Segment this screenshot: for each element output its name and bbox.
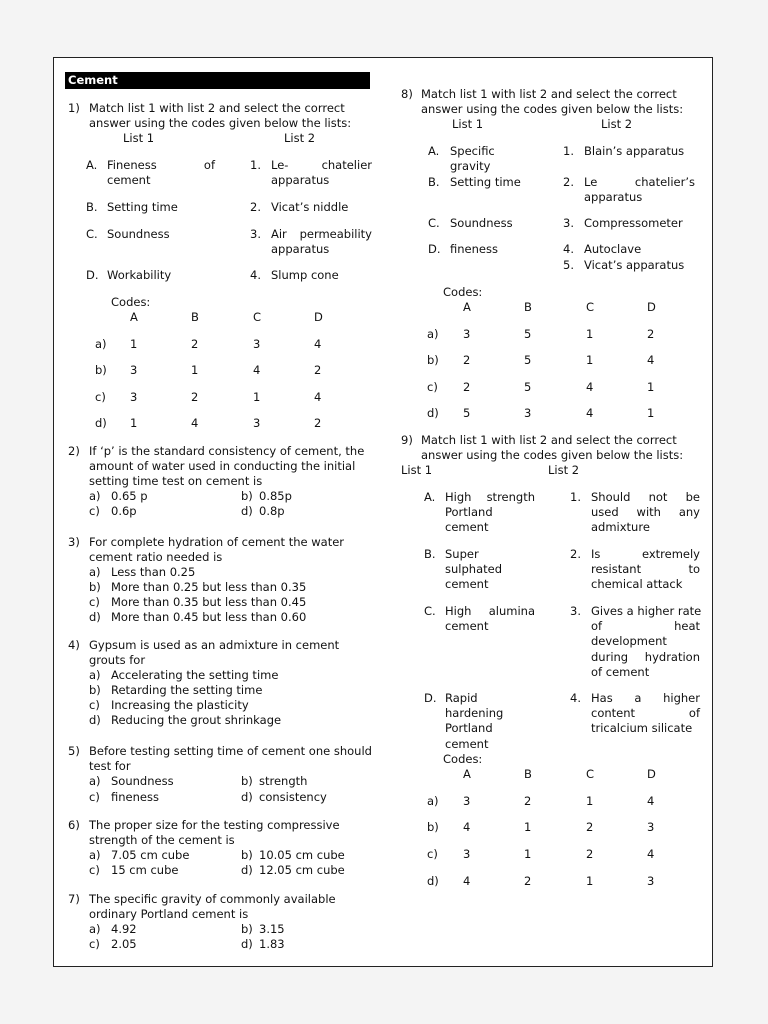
q9-list2-header: List 2 bbox=[548, 463, 580, 477]
q9-n1-mark: 1. bbox=[570, 490, 581, 504]
section-title: Cement bbox=[68, 73, 118, 87]
q1-B-text: Setting time bbox=[107, 200, 178, 214]
q1-cell: 2 bbox=[314, 416, 322, 430]
q8-n5-text: Vicat’s apparatus bbox=[584, 258, 685, 272]
q2-opt-d: 0.8p bbox=[259, 504, 285, 518]
q9-list1-header: List 1 bbox=[401, 463, 433, 477]
q9-cell: 1 bbox=[524, 847, 532, 861]
q9-col-C: C bbox=[586, 767, 595, 781]
q9-n4-line-3: tricalcium silicate bbox=[591, 721, 693, 735]
q9-D-line-3: Portland bbox=[445, 721, 493, 735]
q8-col-B: B bbox=[524, 300, 532, 314]
q9-n2-line-2: resistant to bbox=[591, 562, 700, 576]
q8-cell: 4 bbox=[586, 406, 594, 420]
q1-cell: 4 bbox=[253, 363, 261, 377]
q2-opt-c-mark: c) bbox=[89, 504, 100, 518]
q7-number: 7) bbox=[68, 892, 80, 906]
q1-cell: 2 bbox=[191, 390, 199, 404]
q8-C-mark: C. bbox=[428, 216, 440, 230]
q3-number: 3) bbox=[68, 535, 80, 549]
q1-C-mark: C. bbox=[86, 227, 98, 241]
q1-cell: 1 bbox=[130, 337, 138, 351]
q1-n3-line-2: apparatus bbox=[271, 242, 330, 256]
q5-line-2: test for bbox=[89, 759, 131, 773]
q4-opt-b: Retarding the setting time bbox=[111, 683, 263, 697]
q8-cell: 5 bbox=[524, 353, 532, 367]
q8-cell: 1 bbox=[586, 327, 594, 341]
q7-opt-c: 2.05 bbox=[111, 937, 137, 951]
q9-cell: 4 bbox=[647, 794, 655, 808]
q9-cell: 2 bbox=[586, 820, 594, 834]
q9-A-line-2: Portland bbox=[445, 505, 493, 519]
q8-cell: 4 bbox=[647, 353, 655, 367]
q1-cell: 3 bbox=[253, 416, 261, 430]
q1-n4-text: Slump cone bbox=[271, 268, 339, 282]
q2-opt-d-mark: d) bbox=[241, 504, 253, 518]
q4-line-2: grouts for bbox=[89, 653, 146, 667]
q3-opt-d: More than 0.45 but less than 0.60 bbox=[111, 610, 307, 624]
q9-row-b-opt: b) bbox=[427, 820, 439, 834]
q9-cell: 2 bbox=[524, 794, 532, 808]
q5-opt-c-mark: c) bbox=[89, 790, 100, 804]
q3-opt-a-mark: a) bbox=[89, 565, 101, 579]
q8-n3-text: Compressometer bbox=[584, 216, 683, 230]
q8-cell: 4 bbox=[586, 380, 594, 394]
q8-codes-label: Codes: bbox=[443, 285, 483, 299]
q4-opt-c: Increasing the plasticity bbox=[111, 698, 249, 712]
q9-n4-mark: 4. bbox=[570, 691, 581, 705]
q8-D-mark: D. bbox=[428, 242, 441, 256]
q3-opt-b: More than 0.25 but less than 0.35 bbox=[111, 580, 307, 594]
q1-row-a-opt: a) bbox=[95, 337, 107, 351]
section-header bbox=[65, 72, 370, 89]
q2-opt-b: 0.85p bbox=[259, 489, 292, 503]
q9-n3-line-2: of heat bbox=[591, 619, 700, 633]
q8-list1-header: List 1 bbox=[452, 117, 484, 131]
q9-cell: 1 bbox=[586, 794, 594, 808]
q5-line-1: Before testing setting time of cement one should bbox=[89, 744, 372, 758]
q9-cell: 3 bbox=[463, 847, 471, 861]
q8-n1-text: Blain’s apparatus bbox=[584, 144, 685, 158]
q6-number: 6) bbox=[68, 818, 80, 832]
q9-col-A: A bbox=[463, 767, 471, 781]
q3-opt-b-mark: b) bbox=[89, 580, 101, 594]
q9-C-line-2: cement bbox=[445, 619, 489, 633]
q8-col-C: C bbox=[586, 300, 595, 314]
q9-A-line-3: cement bbox=[445, 520, 489, 534]
q7-opt-d-mark: d) bbox=[241, 937, 253, 951]
q8-cell: 5 bbox=[463, 406, 471, 420]
q8-cell: 1 bbox=[647, 380, 655, 394]
q2-line-1: If ‘p’ is the standard consistency of cement, the bbox=[89, 444, 365, 458]
q9-cell: 3 bbox=[647, 820, 655, 834]
q9-A-line-1: High strength bbox=[445, 490, 535, 504]
q1-n1-line-2: apparatus bbox=[271, 173, 330, 187]
q5-opt-a-mark: a) bbox=[89, 774, 101, 788]
q8-A-mark: A. bbox=[428, 144, 440, 158]
q1-n4-mark: 4. bbox=[250, 268, 261, 282]
q1-line-1: Match list 1 with list 2 and select the correct bbox=[89, 101, 345, 115]
q8-D-text: fineness bbox=[450, 242, 498, 256]
q1-cell: 1 bbox=[253, 390, 261, 404]
q8-cell: 1 bbox=[586, 353, 594, 367]
q5-opt-a: Soundness bbox=[111, 774, 174, 788]
q8-B-text: Setting time bbox=[450, 175, 521, 189]
q9-B-line-3: cement bbox=[445, 577, 489, 591]
q1-cell: 1 bbox=[191, 363, 199, 377]
q9-B-line-2: sulphated bbox=[445, 562, 502, 576]
q7-line-1: The specific gravity of commonly available bbox=[89, 892, 336, 906]
q9-D-mark: D. bbox=[424, 691, 437, 705]
q1-cell: 2 bbox=[314, 363, 322, 377]
q9-cell: 1 bbox=[586, 874, 594, 888]
q3-line-2: cement ratio needed is bbox=[89, 550, 223, 564]
q7-opt-d: 1.83 bbox=[259, 937, 285, 951]
q4-opt-c-mark: c) bbox=[89, 698, 100, 712]
q9-n2-line-3: chemical attack bbox=[591, 577, 683, 591]
q8-line-1: Match list 1 with list 2 and select the correct bbox=[421, 87, 677, 101]
q9-cell: 4 bbox=[463, 820, 471, 834]
q9-D-line-2: hardening bbox=[445, 706, 504, 720]
q9-row-d-opt: d) bbox=[427, 874, 439, 888]
q9-n3-line-5: of cement bbox=[591, 665, 650, 679]
q3-opt-c: More than 0.35 but less than 0.45 bbox=[111, 595, 307, 609]
q9-n3-line-4: during hydration bbox=[591, 650, 700, 664]
q4-opt-a: Accelerating the setting time bbox=[111, 668, 279, 682]
q1-row-b-opt: b) bbox=[95, 363, 107, 377]
q9-line-1: Match list 1 with list 2 and select the correct bbox=[421, 433, 677, 447]
q7-opt-a-mark: a) bbox=[89, 922, 101, 936]
q2-opt-a-mark: a) bbox=[89, 489, 101, 503]
q8-A-line-1: Specific bbox=[450, 144, 495, 158]
q8-cell: 2 bbox=[463, 380, 471, 394]
q3-line-1: For complete hydration of cement the water bbox=[89, 535, 345, 549]
q1-B-mark: B. bbox=[86, 200, 98, 214]
q8-n5-mark: 5. bbox=[563, 258, 574, 272]
q8-cell: 3 bbox=[524, 406, 532, 420]
q4-opt-d: Reducing the grout shrinkage bbox=[111, 713, 282, 727]
q9-n3-line-1: Gives a higher rate bbox=[591, 604, 702, 618]
q5-opt-b-mark: b) bbox=[241, 774, 253, 788]
q9-cell: 3 bbox=[463, 794, 471, 808]
q9-n4-line-2: content of bbox=[591, 706, 700, 720]
q1-col-A: A bbox=[130, 310, 138, 324]
q8-n2-mark: 2. bbox=[563, 175, 574, 189]
q9-n2-mark: 2. bbox=[570, 547, 581, 561]
q6-opt-a-mark: a) bbox=[89, 848, 101, 862]
q9-cell: 1 bbox=[524, 820, 532, 834]
q1-row-d-opt: d) bbox=[95, 416, 107, 430]
q3-opt-a: Less than 0.25 bbox=[111, 565, 196, 579]
q7-opt-c-mark: c) bbox=[89, 937, 100, 951]
q1-A-mark: A. bbox=[86, 158, 98, 172]
q1-cell: 1 bbox=[130, 416, 138, 430]
q8-cell: 5 bbox=[524, 327, 532, 341]
q9-codes-label: Codes: bbox=[443, 752, 483, 766]
q1-n2-text: Vicat’s niddle bbox=[271, 200, 349, 214]
q8-B-mark: B. bbox=[428, 175, 440, 189]
q9-n3-mark: 3. bbox=[570, 604, 581, 618]
q9-cell: 3 bbox=[647, 874, 655, 888]
q1-col-D: D bbox=[314, 310, 323, 324]
q1-col-B: B bbox=[191, 310, 199, 324]
q8-n1-mark: 1. bbox=[563, 144, 574, 158]
q5-opt-d: consistency bbox=[259, 790, 327, 804]
q1-list1-header: List 1 bbox=[123, 131, 155, 145]
q1-list2-header: List 2 bbox=[284, 131, 316, 145]
q4-number: 4) bbox=[68, 638, 80, 652]
q9-D-line-4: cement bbox=[445, 737, 489, 751]
q9-A-mark: A. bbox=[424, 490, 436, 504]
q1-number: 1) bbox=[68, 101, 80, 115]
q6-opt-a: 7.05 cm cube bbox=[111, 848, 190, 862]
q1-n1-line-1: Le- chatelier bbox=[271, 158, 372, 172]
q9-col-B: B bbox=[524, 767, 532, 781]
q1-row-c-opt: c) bbox=[95, 390, 106, 404]
q1-cell: 4 bbox=[314, 337, 322, 351]
q9-col-D: D bbox=[647, 767, 656, 781]
q9-n1-line-2: used with any bbox=[591, 505, 700, 519]
q1-line-2: answer using the codes given below the lists: bbox=[89, 116, 352, 130]
q6-opt-d: 12.05 cm cube bbox=[259, 863, 345, 877]
q3-opt-c-mark: c) bbox=[89, 595, 100, 609]
q8-n2-line-1: Le chatelier’s bbox=[584, 175, 695, 189]
q8-cell: 3 bbox=[463, 327, 471, 341]
q9-row-c-opt: c) bbox=[427, 847, 438, 861]
q1-codes-label: Codes: bbox=[111, 295, 151, 309]
q8-cell: 1 bbox=[647, 406, 655, 420]
q6-line-2: strength of the cement is bbox=[89, 833, 235, 847]
q9-cell: 4 bbox=[463, 874, 471, 888]
q8-number: 8) bbox=[401, 87, 413, 101]
q4-line-1: Gypsum is used as an admixture in cement bbox=[89, 638, 340, 652]
q9-D-line-1: Rapid bbox=[445, 691, 478, 705]
q5-opt-d-mark: d) bbox=[241, 790, 253, 804]
q8-n3-mark: 3. bbox=[563, 216, 574, 230]
q9-n3-line-3: development bbox=[591, 634, 667, 648]
q1-cell: 2 bbox=[191, 337, 199, 351]
q1-n3-mark: 3. bbox=[250, 227, 261, 241]
q7-opt-b: 3.15 bbox=[259, 922, 285, 936]
q9-B-mark: B. bbox=[424, 547, 436, 561]
q9-n4-line-1: Has a higher bbox=[591, 691, 700, 705]
q1-cell: 4 bbox=[191, 416, 199, 430]
q4-opt-a-mark: a) bbox=[89, 668, 101, 682]
q1-A-line-1: Fineness of bbox=[107, 158, 215, 172]
q8-list2-header: List 2 bbox=[601, 117, 633, 131]
q6-opt-b: 10.05 cm cube bbox=[259, 848, 345, 862]
q9-line-2: answer using the codes given below the lists: bbox=[421, 448, 684, 462]
q1-n3-line-1: Air permeability bbox=[271, 227, 372, 241]
q9-C-line-1: High alumina bbox=[445, 604, 535, 618]
q1-A-line-2: cement bbox=[107, 173, 151, 187]
q8-line-2: answer using the codes given below the lists: bbox=[421, 102, 684, 116]
q1-C-text: Soundness bbox=[107, 227, 170, 241]
q5-opt-b: strength bbox=[259, 774, 308, 788]
q9-B-line-1: Super bbox=[445, 547, 479, 561]
q9-C-mark: C. bbox=[424, 604, 436, 618]
q9-number: 9) bbox=[401, 433, 413, 447]
q2-opt-b-mark: b) bbox=[241, 489, 253, 503]
q2-line-3: setting time test on cement is bbox=[89, 474, 263, 488]
q8-row-c-opt: c) bbox=[427, 380, 438, 394]
q8-n2-line-2: apparatus bbox=[584, 190, 643, 204]
q8-n4-text: Autoclave bbox=[584, 242, 642, 256]
q7-opt-b-mark: b) bbox=[241, 922, 253, 936]
q8-row-b-opt: b) bbox=[427, 353, 439, 367]
q1-cell: 3 bbox=[130, 363, 138, 377]
q9-n1-line-1: Should not be bbox=[591, 490, 700, 504]
q5-opt-c: fineness bbox=[111, 790, 159, 804]
q3-opt-d-mark: d) bbox=[89, 610, 101, 624]
q1-n1-mark: 1. bbox=[250, 158, 261, 172]
q8-col-D: D bbox=[647, 300, 656, 314]
q7-line-2: ordinary Portland cement is bbox=[89, 907, 249, 921]
q2-number: 2) bbox=[68, 444, 80, 458]
q9-n2-line-1: Is extremely bbox=[591, 547, 700, 561]
q8-A-line-2: gravity bbox=[450, 159, 491, 173]
q6-opt-b-mark: b) bbox=[241, 848, 253, 862]
q2-line-2: amount of water used in conducting the initial bbox=[89, 459, 356, 473]
q6-opt-c-mark: c) bbox=[89, 863, 100, 877]
q1-cell: 3 bbox=[130, 390, 138, 404]
q1-D-text: Workability bbox=[107, 268, 172, 282]
q1-n2-mark: 2. bbox=[250, 200, 261, 214]
q2-opt-c: 0.6p bbox=[111, 504, 137, 518]
q9-row-a-opt: a) bbox=[427, 794, 439, 808]
q1-D-mark: D. bbox=[86, 268, 99, 282]
q8-cell: 5 bbox=[524, 380, 532, 394]
q7-opt-a: 4.92 bbox=[111, 922, 137, 936]
q8-cell: 2 bbox=[463, 353, 471, 367]
q9-n1-line-3: admixture bbox=[591, 520, 650, 534]
q9-cell: 2 bbox=[524, 874, 532, 888]
q9-cell: 2 bbox=[586, 847, 594, 861]
q8-n4-mark: 4. bbox=[563, 242, 574, 256]
q8-cell: 2 bbox=[647, 327, 655, 341]
q2-opt-a: 0.65 p bbox=[111, 489, 148, 503]
q8-C-text: Soundness bbox=[450, 216, 513, 230]
q6-opt-d-mark: d) bbox=[241, 863, 253, 877]
q4-opt-d-mark: d) bbox=[89, 713, 101, 727]
q5-number: 5) bbox=[68, 744, 80, 758]
q1-cell: 3 bbox=[253, 337, 261, 351]
q9-cell: 4 bbox=[647, 847, 655, 861]
q1-cell: 4 bbox=[314, 390, 322, 404]
q8-row-d-opt: d) bbox=[427, 406, 439, 420]
q6-line-1: The proper size for the testing compressive bbox=[89, 818, 340, 832]
q8-row-a-opt: a) bbox=[427, 327, 439, 341]
q8-col-A: A bbox=[463, 300, 471, 314]
q6-opt-c: 15 cm cube bbox=[111, 863, 179, 877]
q1-col-C: C bbox=[253, 310, 262, 324]
q4-opt-b-mark: b) bbox=[89, 683, 101, 697]
